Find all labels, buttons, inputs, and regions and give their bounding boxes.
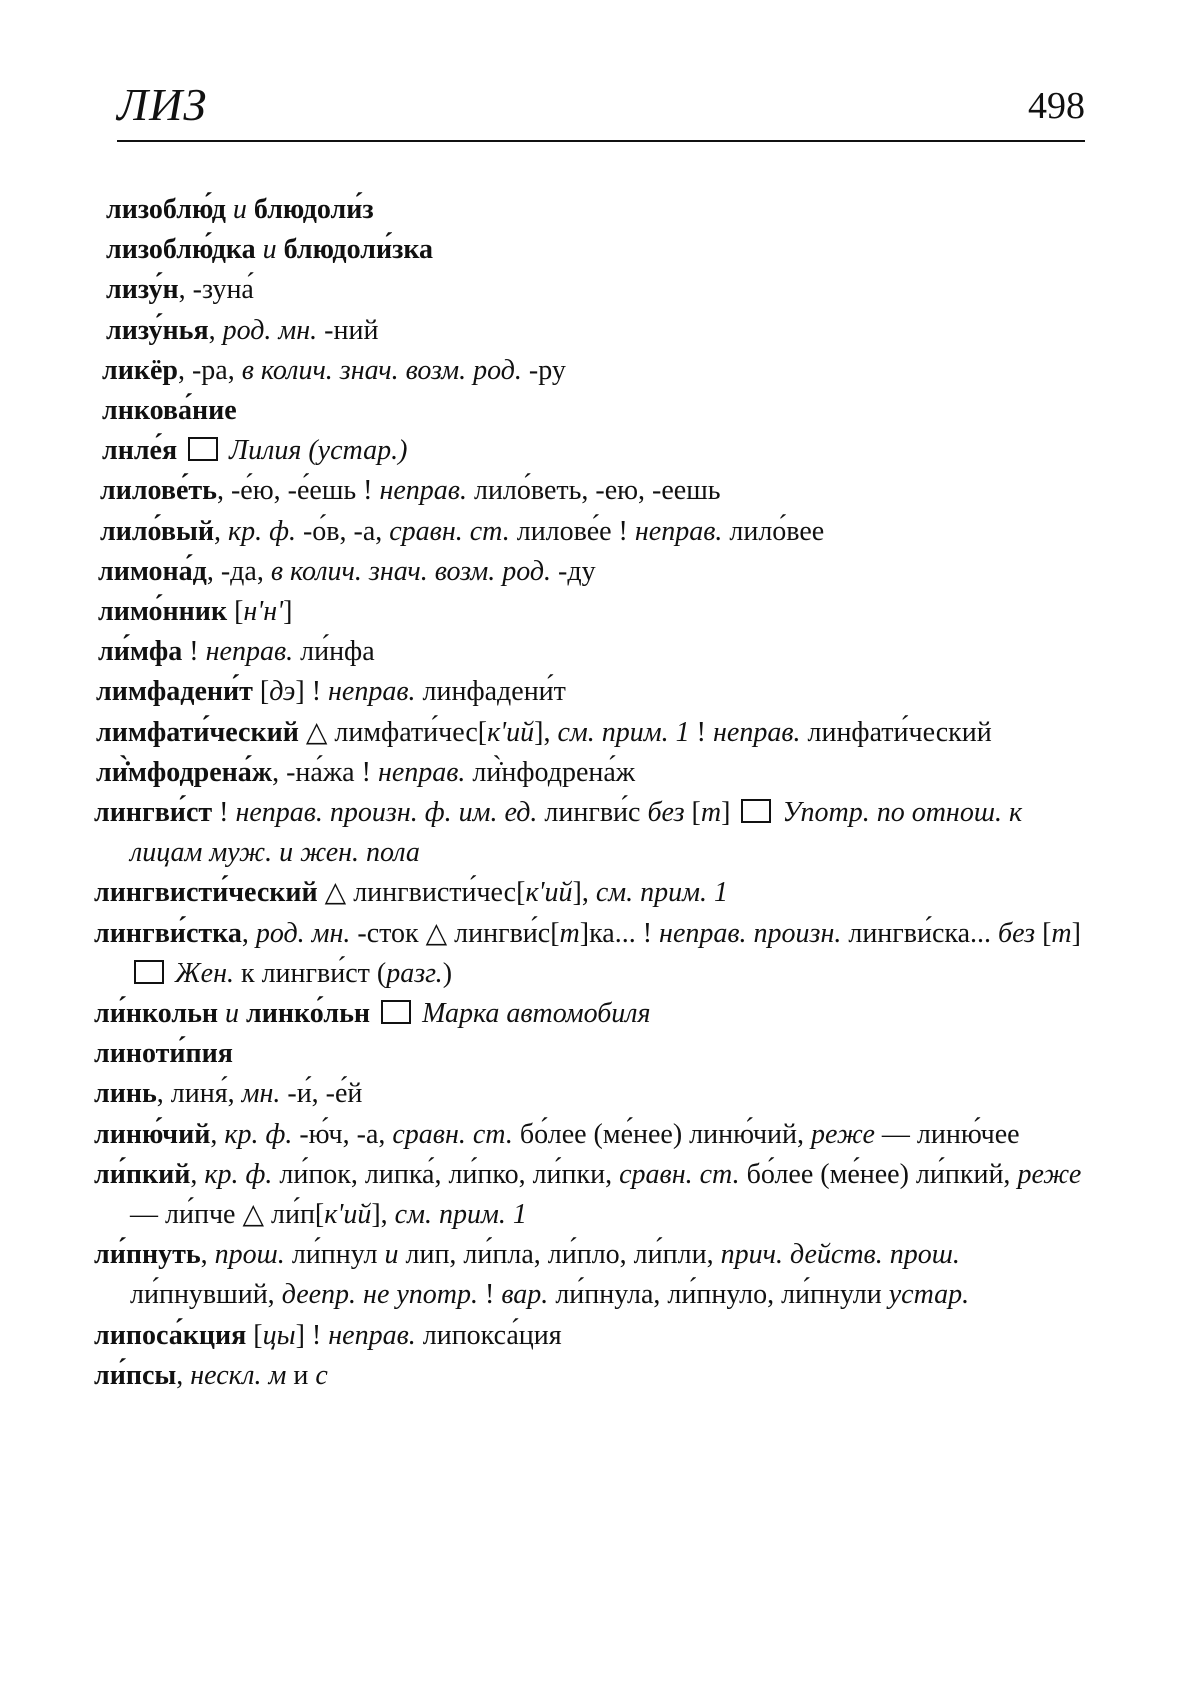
entry-label: см. прим. 1 <box>595 877 729 909</box>
entry-label: устар. <box>888 1279 970 1311</box>
entry-text: , <box>213 515 228 547</box>
entry-label: кр. ф. <box>224 1118 293 1150</box>
entry-headword: ликёр <box>102 354 178 386</box>
dictionary-entry <box>94 512 1090 552</box>
entry-text: лило́вее <box>722 515 825 547</box>
entry-headword: лизоблю́дка <box>106 234 256 266</box>
entry-text: , -зуна́ <box>178 274 254 306</box>
page-header <box>117 78 1085 144</box>
entry-text: [ <box>227 596 244 628</box>
dictionary-entry <box>94 190 1090 230</box>
entry-headword: ли́мфа <box>98 636 183 668</box>
dictionary-entry <box>94 270 1090 310</box>
entry-text: ! <box>689 716 713 748</box>
entry-label: прич. действ. прош. <box>720 1239 960 1271</box>
entry-label: мн. <box>241 1078 281 1110</box>
entry-label: сравн. ст. <box>619 1158 740 1190</box>
entry-label: и <box>255 234 284 266</box>
entry-text: [ <box>252 676 270 708</box>
entry-text: , -да, <box>206 555 271 587</box>
entry-headword: линко́льн <box>246 998 371 1030</box>
entry-label: неправ. <box>328 1319 416 1351</box>
entry-label: см. прим. 1 <box>557 716 690 748</box>
entry-label: реже <box>811 1118 875 1150</box>
dictionary-entry <box>94 1115 1090 1155</box>
dictionary-entry <box>94 471 1090 511</box>
entry-headword: ли́пнуть <box>94 1239 201 1271</box>
entry-headword: лимфадени́т <box>96 676 253 708</box>
entry-text: , -е́ю, -е́ешь ! <box>216 475 380 507</box>
entry-text: и <box>286 1359 316 1391</box>
entry-list <box>94 190 1090 1396</box>
entry-text: лингви́ска... <box>841 917 999 949</box>
entry-label: без <box>647 797 685 829</box>
entry-text <box>177 435 184 466</box>
entry-label: Марка автомобиля <box>415 998 651 1030</box>
entry-text: , <box>208 314 223 346</box>
entry-headword: линю́чий <box>94 1118 211 1150</box>
entry-text: ли́пок, липка́, ли́пко, ли́пки, <box>272 1158 620 1190</box>
entry-text: — ли́пче △ ли́п[ <box>130 1199 325 1231</box>
running-head: ЛИЗ <box>117 79 208 130</box>
entry-headword: лимо́нник <box>98 596 228 628</box>
entry-label: неправ. <box>328 676 416 708</box>
entry-label: сравн. ст. <box>392 1118 513 1150</box>
entry-label: сравн. ст. <box>389 515 510 547</box>
entry-headword: ли́нкольн <box>94 998 219 1030</box>
entry-text: липокса́ция <box>415 1319 562 1351</box>
dictionary-entry <box>94 1235 1090 1315</box>
entry-label: т <box>1051 917 1072 949</box>
entry-label: и <box>384 1239 399 1271</box>
entry-text: ! <box>478 1279 502 1311</box>
entry-text: ] <box>721 797 738 829</box>
entry-label: Жен. <box>168 957 234 989</box>
entry-label: род. мн. <box>222 314 318 346</box>
entry-text: -ду <box>551 555 596 587</box>
entry-text: ], <box>534 716 558 748</box>
entry-headword: лизу́н <box>106 274 179 306</box>
entry-text: ], <box>371 1199 395 1231</box>
page-number: 498 <box>1028 85 1085 127</box>
entry-headword: лнле́я <box>102 435 178 467</box>
dictionary-entry <box>94 672 1090 712</box>
entry-headword: линоти́пия <box>94 1038 233 1070</box>
entry-text: [ <box>684 797 701 829</box>
dictionary-entry <box>94 632 1090 672</box>
entry-text: , <box>210 1118 225 1150</box>
entry-text: -ру <box>521 354 566 386</box>
entry-label: деепр. не употр. <box>281 1279 479 1311</box>
entry-label: см. прим. 1 <box>394 1199 527 1231</box>
entry-text: , <box>241 917 256 949</box>
entry-label: кр. ф. <box>227 515 296 547</box>
entry-headword: лизу́нья <box>106 314 209 346</box>
entry-headword: ли́пкий <box>94 1158 191 1190</box>
entry-text: △ лингвисти́чес[ <box>317 877 526 909</box>
dictionary-entry <box>94 230 1090 270</box>
box-symbol-icon <box>741 799 771 823</box>
entry-label: Лилия (устар.) <box>222 435 408 467</box>
entry-label: т <box>559 917 580 949</box>
entry-text: , -на́жа ! <box>272 756 378 788</box>
entry-label: неправ. произн. ф. им. ед. <box>235 797 538 829</box>
entry-headword: линь <box>94 1078 157 1110</box>
entry-text: ] <box>1071 917 1081 949</box>
entry-headword: лингви́ст <box>94 797 213 829</box>
entry-headword: лнкова́ние <box>102 395 237 427</box>
entry-text: лило́веть, -ею, -еешь <box>466 475 721 507</box>
entry-text: , -ра, <box>177 354 242 386</box>
entry-label: вар. <box>501 1279 549 1311</box>
entry-label: с <box>315 1359 328 1391</box>
entry-text: — линю́чее <box>874 1118 1020 1150</box>
entry-text: к лингви́ст ( <box>233 957 387 989</box>
entry-text: , <box>176 1359 191 1391</box>
entry-label: неправ. <box>634 515 723 547</box>
entry-text: ] ! <box>295 676 329 708</box>
entry-text: [ <box>246 1319 263 1351</box>
dictionary-entry <box>94 351 1090 391</box>
entry-label: н'н' <box>243 596 284 628</box>
entry-headword: лило́вый <box>100 515 214 547</box>
entry-label: в колич. знач. возм. род. <box>241 354 522 386</box>
dictionary-entry <box>94 713 1090 753</box>
entry-label: и <box>218 998 247 1030</box>
entry-headword: лингви́стка <box>94 917 242 949</box>
dictionary-entry <box>94 1155 1090 1235</box>
box-symbol-icon <box>381 1000 411 1024</box>
entry-label: нескл. м <box>190 1359 287 1391</box>
entry-text: ]ка... ! <box>579 917 660 949</box>
entry-text: ! <box>182 636 206 668</box>
entry-label: к'ий <box>525 877 573 909</box>
entry-text: -сток △ лингви́с[ <box>350 917 560 949</box>
entry-label: неправ. <box>205 636 294 668</box>
entry-text: ! <box>212 797 236 829</box>
entry-label: прош. <box>214 1239 285 1271</box>
box-symbol-icon <box>134 960 164 984</box>
entry-headword: ли̇̀мфодрена́ж <box>96 756 273 788</box>
entry-text: бо́лее (ме́нее) ли́пкий, <box>739 1158 1018 1190</box>
dictionary-entry <box>94 793 1090 873</box>
entry-label: т <box>700 797 722 829</box>
entry-text <box>370 998 377 1029</box>
entry-label: дэ <box>269 676 296 708</box>
header-rule <box>117 140 1085 142</box>
entry-label: неправ. <box>379 475 467 507</box>
entry-headword: лимфати́ческий <box>96 716 299 748</box>
dictionary-entry <box>94 1316 1090 1356</box>
dictionary-entry <box>94 1074 1090 1114</box>
dictionary-entry <box>94 914 1090 994</box>
entry-text: бо́лее (ме́нее) линю́чий, <box>512 1118 812 1150</box>
entry-text: ли́пнул <box>284 1239 385 1271</box>
dictionary-entry <box>94 753 1090 793</box>
entry-label: Употр. по отнош. к лицам муж. и жен. пола <box>130 797 1023 869</box>
entry-text: , <box>200 1239 215 1271</box>
entry-text: ли̇̀нфодрена́ж <box>465 756 636 788</box>
entry-label: неправ. <box>713 716 801 748</box>
entry-label: род. мн. <box>255 917 351 949</box>
entry-text: [ <box>1035 917 1052 949</box>
entry-headword: лилове́ть <box>100 475 217 507</box>
entry-label: к'ий <box>324 1199 372 1231</box>
entry-text: ли́нфа <box>293 636 375 668</box>
entry-text: линфадени́т <box>415 676 566 708</box>
entry-headword: блюдоли́зка <box>283 234 434 266</box>
dictionary-entry <box>94 1356 1090 1396</box>
entry-text: , <box>190 1158 205 1190</box>
entry-text: ] ! <box>295 1319 329 1351</box>
entry-text: лип, ли́пла, ли́пло, ли́пли, <box>398 1239 721 1271</box>
entry-text: лингви́с <box>537 797 648 829</box>
entry-text: -и́, -е́й <box>280 1078 363 1110</box>
dictionary-entry <box>94 994 1090 1034</box>
entry-headword: лизоблю́д <box>106 194 226 225</box>
entry-text: -о́в, -а, <box>295 515 390 547</box>
entry-text: -ю́ч, -а, <box>292 1118 393 1150</box>
dictionary-entry <box>94 1034 1090 1074</box>
dictionary-entry <box>94 311 1090 351</box>
entry-text: ] <box>283 596 293 628</box>
dictionary-entry <box>94 431 1090 471</box>
entry-label: к'ий <box>487 716 535 748</box>
entry-label: в колич. знач. возм. род. <box>270 555 552 587</box>
entry-label: неправ. <box>377 756 466 788</box>
entry-label: разг. <box>386 957 443 989</box>
entry-headword: ли́псы <box>94 1359 177 1391</box>
entry-label: цы <box>262 1319 296 1351</box>
entry-label: без <box>998 917 1036 949</box>
entry-label: кр. ф. <box>204 1158 273 1190</box>
entry-text: ли́пнувший, <box>130 1279 282 1311</box>
entry-headword: блюдоли́з <box>253 194 374 225</box>
entry-headword: лимона́д <box>98 555 207 587</box>
entry-text: ли́пнула, ли́пнуло, ли́пнули <box>548 1279 889 1311</box>
entry-label: неправ. произн. <box>659 917 842 949</box>
entry-text: -ний <box>317 314 379 346</box>
entry-headword: лингвисти́ческий <box>94 877 318 909</box>
entry-text: △ лимфати́чес[ <box>298 716 488 748</box>
box-symbol-icon <box>188 437 218 461</box>
entry-text: , линя́, <box>156 1078 242 1110</box>
entry-headword: липоса́кция <box>94 1319 247 1351</box>
entry-text: ], <box>572 877 596 909</box>
dictionary-entry <box>94 873 1090 913</box>
entry-text: ) <box>442 957 453 989</box>
dictionary-entry <box>94 552 1090 592</box>
entry-text: линфати́ческий <box>800 716 992 748</box>
dictionary-entry <box>94 592 1090 632</box>
entry-label: и <box>225 194 254 225</box>
entry-text: лилове́е ! <box>509 515 635 547</box>
dictionary-entry <box>94 391 1090 431</box>
entry-label: реже <box>1017 1158 1082 1190</box>
